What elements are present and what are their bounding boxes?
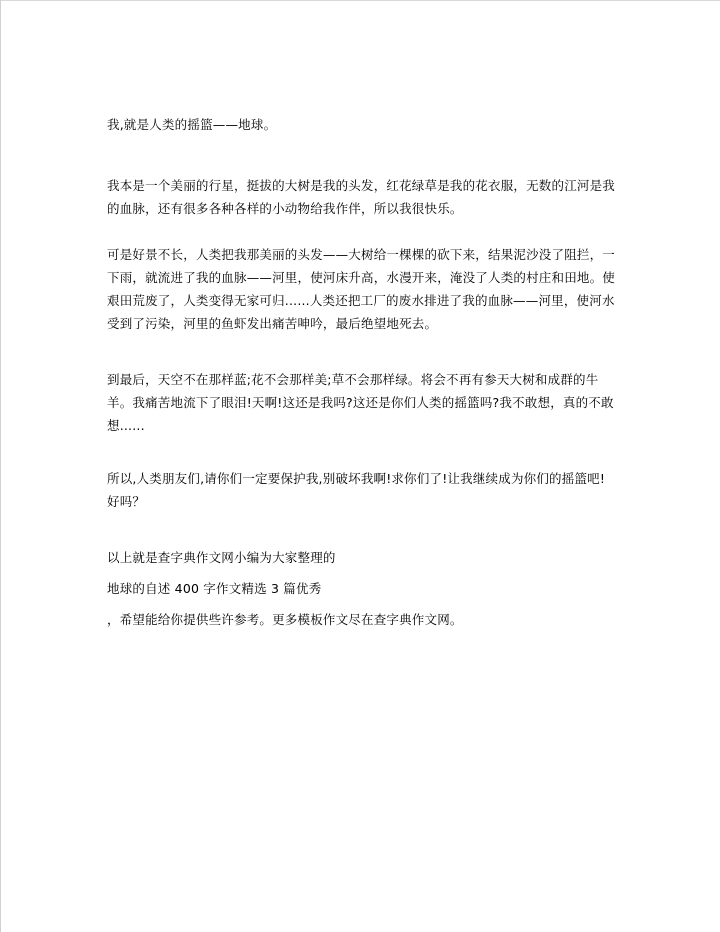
page-left-border [0, 0, 1, 932]
footer-line-reference: ，希望能给你提供些许参考。更多模板作文尽在查字典作文网。 [107, 612, 463, 627]
page-top-border [0, 0, 720, 1]
footer-line-title: 地球的自述 400 字作文精选 3 篇优秀 [107, 581, 322, 596]
footer-line-source: 以上就是查字典作文网小编为大家整理的 [107, 550, 336, 565]
paragraph-intro: 我,就是人类的摇篮——地球。 [107, 117, 277, 132]
paragraph-destruction: 可是好景不长，人类把我那美丽的头发——大树给一棵棵的砍下来，结果泥沙没了阻拦，一下雨，就流进了我的血脉——河里，使河床升高，水漫开来，淹没了人类的村庄和田地。使艰田荒废了，人类变得无家可归......人类还把工厂的废水排进了我的血脉——河里，使河水受到了污染，河里的鱼虾发出痛苦呻吟，最后绝望地死去。 [107, 247, 616, 331]
paragraph-consequences: 到最后，天空不在那样蓝;花不会那样美;草不会那样绿。将会不再有参天大树和成群的牛羊。我痛苦地流下了眼泪!天啊!这还是我吗?这还是你们人类的摇篮吗?我不敢想，真的不敢想...... [107, 372, 614, 433]
paragraph-plea: 所以,人类朋友们,请你们一定要保护我,别破坏我啊!求你们了!让我继续成为你们的摇篮吧!好吗？ [107, 471, 606, 509]
paragraph-beautiful-planet: 我本是一个美丽的行星，挺拔的大树是我的头发，红花绿草是我的花衣服，无数的江河是我的血脉，还有很多各种各样的小动物给我作伴，所以我很快乐。 [107, 178, 616, 216]
